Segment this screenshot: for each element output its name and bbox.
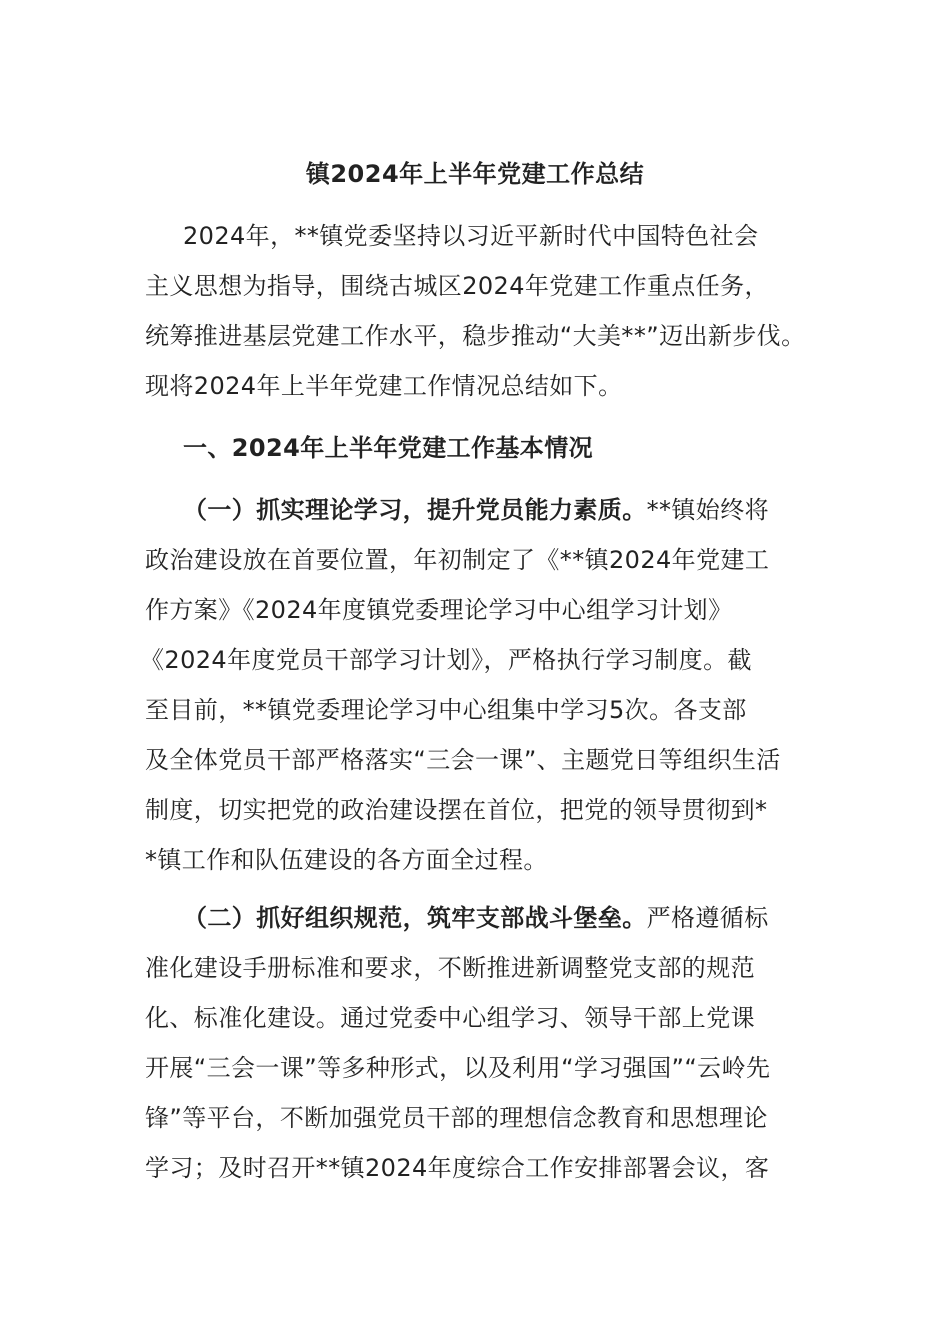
section-heading-1: 一、2024年上半年党建工作基本情况	[183, 434, 593, 462]
subsection-1-line-3: 作方案》《2024年度镇党委理论学习中心组学习计划》	[145, 596, 733, 624]
subsection-1-line-7: 制度，切实把党的政治建设摆在首位，把党的领导贯彻到*	[145, 796, 768, 824]
subsection-1-line-5: 至目前，**镇党委理论学习中心组集中学习5次。各支部	[145, 696, 747, 724]
subsection-2-first-line	[183, 900, 769, 936]
subsection-2-line-5: 锋”等平台，不断加强党员干部的理想信念教育和思想理论	[145, 1104, 768, 1132]
intro-line-3: 统筹推进基层党建工作水平，稳步推动“大美**”迈出新步伐。	[145, 322, 806, 350]
subsection-1-line-6: 及全体党员干部严格落实“三会一课”、主题党日等组织生活	[145, 746, 781, 774]
document-title: 镇2024年上半年党建工作总结	[305, 160, 645, 188]
intro-line-4: 现将2024年上半年党建工作情况总结如下。	[145, 372, 623, 400]
subsection-2-line-4: 开展“三会一课”等多种形式，以及利用“学习强国”“云岭先	[145, 1054, 771, 1082]
subsection-1-first-line	[183, 492, 769, 528]
subsection-2-line-2: 准化建设手册标准和要求，不断推进新调整党支部的规范	[145, 954, 755, 982]
subsection-1-line-4: 《2024年度党员干部学习计划》，严格执行学习制度。截	[140, 646, 752, 674]
subsection-1-text-start: **镇始终将	[646, 496, 770, 524]
subsection-1-line-8: *镇工作和队伍建设的各方面全过程。	[145, 846, 548, 874]
subsection-2-line-6: 学习；及时召开**镇2024年度综合工作安排部署会议，客	[145, 1154, 770, 1182]
subsection-2-line-3: 化、标准化建设。通过党委中心组学习、领导干部上党课	[145, 1004, 755, 1032]
subsection-1-heading: （一）抓实理论学习，提升党员能力素质。	[183, 496, 647, 524]
intro-line-1: 2024年，**镇党委坚持以习近平新时代中国特色社会	[183, 222, 759, 250]
subsection-1-line-2: 政治建设放在首要位置，年初制定了《**镇2024年党建工	[145, 546, 770, 574]
subsection-2-text-start: 严格遵循标	[646, 904, 769, 932]
intro-line-2: 主义思想为指导，围绕古城区2024年党建工作重点任务，	[145, 272, 769, 300]
subsection-2-heading: （二）抓好组织规范，筑牢支部战斗堡垒。	[183, 904, 647, 932]
